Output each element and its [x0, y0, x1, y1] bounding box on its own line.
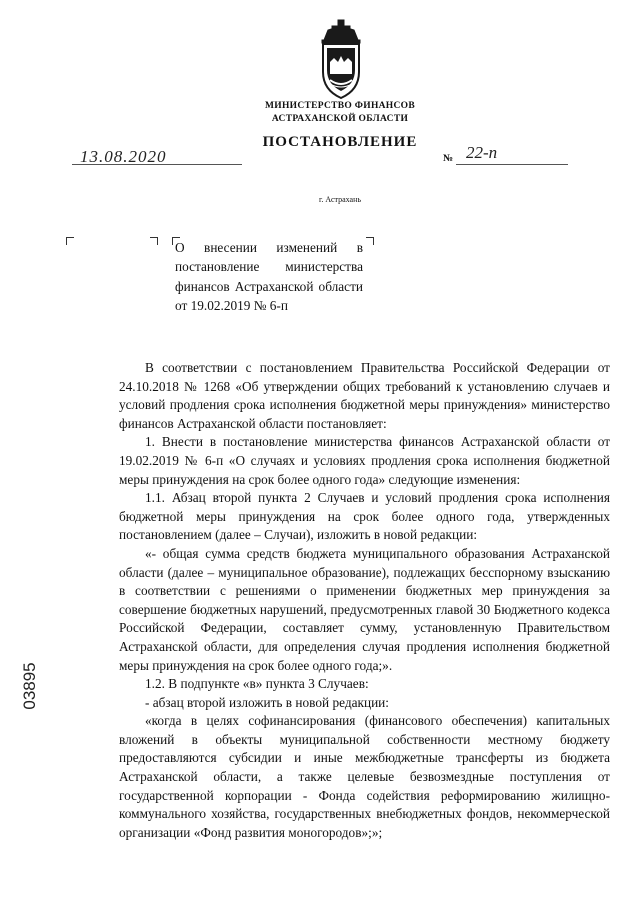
- date-underline: [72, 164, 242, 165]
- number-underline: [456, 164, 568, 165]
- body-paragraph: 1.2. В подпункте «в» пункта 3 Случаев:: [145, 676, 369, 692]
- handwritten-date: 13.08.2020: [80, 147, 167, 166]
- body-paragraph: «- общая сумма средств бюджета муниципального образования Астраханской области (далее – муниципальное образование), подлежащих бесспорному взысканию в соответствии с решениями о применении бюджетных мер принуждения за совершение бюджетных нарушений, предусмотренных главой 30 Бюджетного кодекса Российской Федерации, составляет сумму, установленную Правительством Астраханской области, для определения случая продления исполнения бюджетной меры принуждения на срок более одного года;».: [119, 545, 610, 673]
- document-subject: О внесении изменений в постановление министерства финансов Астраханской области от 19.02.2019 № 6-п: [175, 240, 363, 313]
- coat-of-arms-emblem: [318, 18, 364, 100]
- body-paragraph: 1. Внести в постановление министерства финансов Астраханской области от 19.02.2019 № 6-п «О случаях и условиях продления срока исполнения бюджетной меры принуждения на срок более одного года» следующие изменения:: [119, 434, 610, 487]
- corner-mark: [66, 237, 74, 245]
- handwritten-document-number: 22-п: [466, 143, 498, 162]
- body-paragraph: В соответствии с постановлением Правительства Российской Федерации от 24.10.2018 № 1268 «Об утверждении общих требований к установлению случаев и условий продления срока исполнения бюджетной меры принуждения» министерство финансов Астраханской области постановляет:: [119, 360, 610, 431]
- ministry-name-line2: АСТРАХАНСКОЙ ОБЛАСТИ: [271, 114, 409, 124]
- number-sign: №: [443, 153, 454, 164]
- corner-mark: [366, 237, 374, 245]
- ministry-name-line1: МИНИСТЕРСТВО ФИНАНСОВ: [265, 101, 415, 111]
- margin-stamp-number: 03895: [20, 662, 39, 710]
- city-name: г. Астрахань: [318, 195, 362, 204]
- body-paragraph: 1.1. Абзац второй пункта 2 Случаев и условий продления срока исполнения бюджетной меры принуждения на срок более одного года, утвержденных постановлением (далее – Случаи), изложить в новой редакции:: [119, 490, 610, 543]
- document-body: [119, 359, 610, 842]
- body-paragraph: «когда в целях софинансирования (финансового обеспечения) капитальных вложений в объекты муниципальной собственности местному бюджету предоставляются субсидии и иные межбюджетные трансферты из бюджета Астраханской области, а также целевые безвозмездные поступления от государственной корпорации - Фонда содействия реформированию жилищно-коммунального хозяйства, государственных внебюджетных фондов, некоммерческой организации «Фонд развития моногородов»;»;: [119, 713, 610, 840]
- corner-mark: [150, 237, 158, 245]
- body-paragraph: - абзац второй изложить в новой редакции:: [145, 694, 389, 710]
- document-type-title: ПОСТАНОВЛЕНИЕ: [262, 134, 418, 150]
